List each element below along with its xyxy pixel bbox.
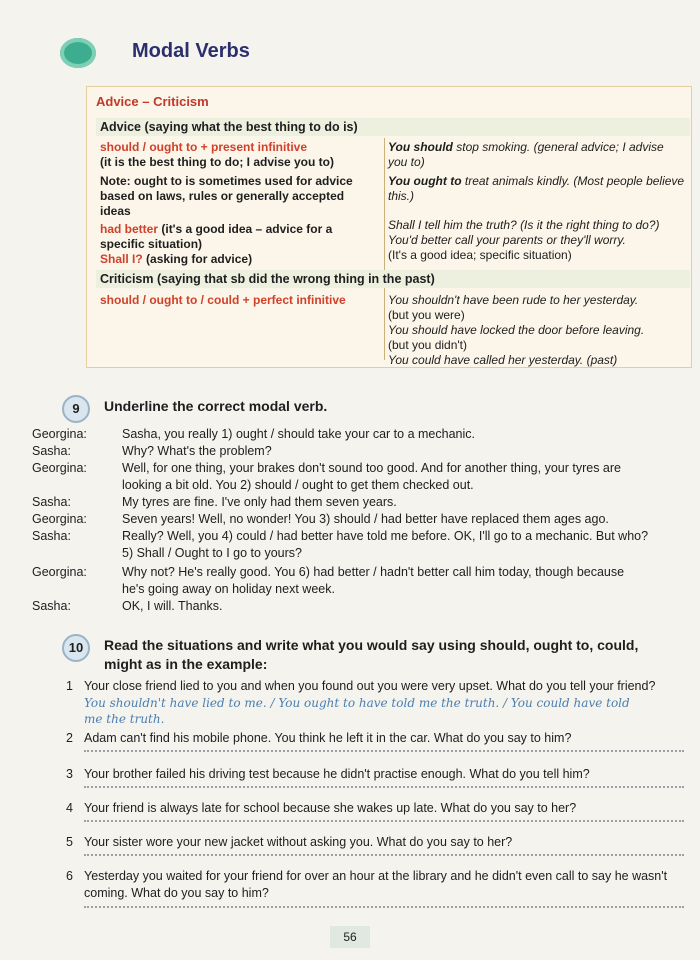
- advice-band: Advice (saying what the best thing to do is): [96, 118, 690, 136]
- note-ought-to: Note: ought to is sometimes used for advice based on laws, rules or generally accepted ideas: [100, 174, 353, 218]
- exercise-9-number: 9: [62, 395, 90, 423]
- item-question: Your friend is always late for school because she wakes up late. What do you say to her?: [84, 801, 577, 815]
- dialogue-line: Sasha: Why? What's the problem?: [32, 444, 272, 458]
- example-answer: me the truth.: [84, 712, 165, 726]
- exercise-10-number: 10: [62, 634, 90, 662]
- dialogue-line: Georgina: Why not? He's really good. You 6) had better / hadn't better call him today, though because: [32, 565, 625, 579]
- item-number: 2: [66, 731, 73, 745]
- item-number: 5: [66, 835, 73, 849]
- section-icon: [60, 38, 96, 68]
- answer-line[interactable]: [84, 904, 684, 908]
- example-ought-to: You ought to treat animals kindly. (Most people believe this.): [388, 174, 685, 203]
- answer-line[interactable]: [84, 852, 684, 856]
- criticism-band: Criticism (saying that sb did the wrong thing in the past): [96, 270, 690, 288]
- item-number: 1: [66, 679, 73, 693]
- rule-criticism: should / ought to / could + perfect infinitive: [100, 293, 346, 307]
- page-title: Modal Verbs: [132, 40, 250, 62]
- example-answer: You shouldn't have lied to me. / You ought to have told me the truth. / You could have told: [84, 696, 630, 710]
- dialogue-line: looking a bit old. You 2) should / ought to get them checked out.: [122, 478, 474, 492]
- dialogue-line: Sasha: OK, I will. Thanks.: [32, 599, 223, 613]
- item-question: Adam can't find his mobile phone. You think he left it in the car. What do you say to him?: [84, 731, 572, 745]
- item-number: 3: [66, 767, 73, 781]
- answer-line[interactable]: [84, 748, 684, 752]
- rule-should-ought: should / ought to + present infinitive (it is the best thing to do; I advise you to): [100, 140, 334, 169]
- item-question: Yesterday you waited for your friend for over an hour at the library and he didn't even call to say he wasn't: [84, 869, 668, 883]
- dialogue-line: Sasha: My tyres are fine. I've only had them seven years.: [32, 495, 397, 509]
- dialogue-line: Georgina: Sasha, you really 1) ought / should take your car to a mechanic.: [32, 427, 475, 441]
- table-heading: Advice – Criticism: [96, 94, 209, 109]
- item-question: coming. What do you say to him?: [84, 886, 269, 900]
- item-question: Your close friend lied to you and when you found out you were very upset. What do you tell your friend?: [84, 679, 656, 693]
- answer-line[interactable]: [84, 784, 684, 788]
- dialogue: [0, 426, 700, 616]
- dialogue-line: 5) Shall / Ought to I go to yours?: [122, 546, 302, 560]
- page-number: 56: [330, 926, 370, 948]
- rule-had-better: had better (it's a good idea – advice for a specific situation) Shall I? (asking for advice): [100, 222, 333, 266]
- dialogue-line: Georgina: Well, for one thing, your brakes don't sound too good. And for another thing, your tyres are: [32, 461, 621, 475]
- column-divider: [384, 138, 385, 360]
- dialogue-line: he's going away on holiday next week.: [122, 582, 335, 596]
- example-had-better: Shall I tell him the truth? (Is it the right thing to do?) You'd better call your parents or they'll worry. (It's a good idea; specific situation): [388, 218, 660, 262]
- exercise-9-title: Underline the correct modal verb.: [104, 398, 328, 414]
- exercise-10-items: [0, 678, 700, 918]
- item-question: Your brother failed his driving test because he didn't practise enough. What do you tell him?: [84, 767, 590, 781]
- dialogue-line: Sasha: Really? Well, you 4) could / had better have told me before. OK, I'll go to a mechanic. But who?: [32, 529, 649, 543]
- answer-line[interactable]: [84, 818, 684, 822]
- item-number: 4: [66, 801, 73, 815]
- item-number: 6: [66, 869, 73, 883]
- exercise-10-title: Read the situations and write what you would say using should, ought to, could, might as in the example:: [104, 637, 639, 672]
- example-criticism: You shouldn't have been rude to her yesterday. (but you were) You should have locked the door before leaving. (but you didn't) You could have called her yesterday. (past): [388, 293, 645, 367]
- example-should: You should stop smoking. (general advice; I advise you to): [388, 140, 664, 169]
- item-question: Your sister wore your new jacket without asking you. What do you say to her?: [84, 835, 513, 849]
- dialogue-line: Georgina: Seven years! Well, no wonder! You 3) should / had better have replaced them ages ago.: [32, 512, 609, 526]
